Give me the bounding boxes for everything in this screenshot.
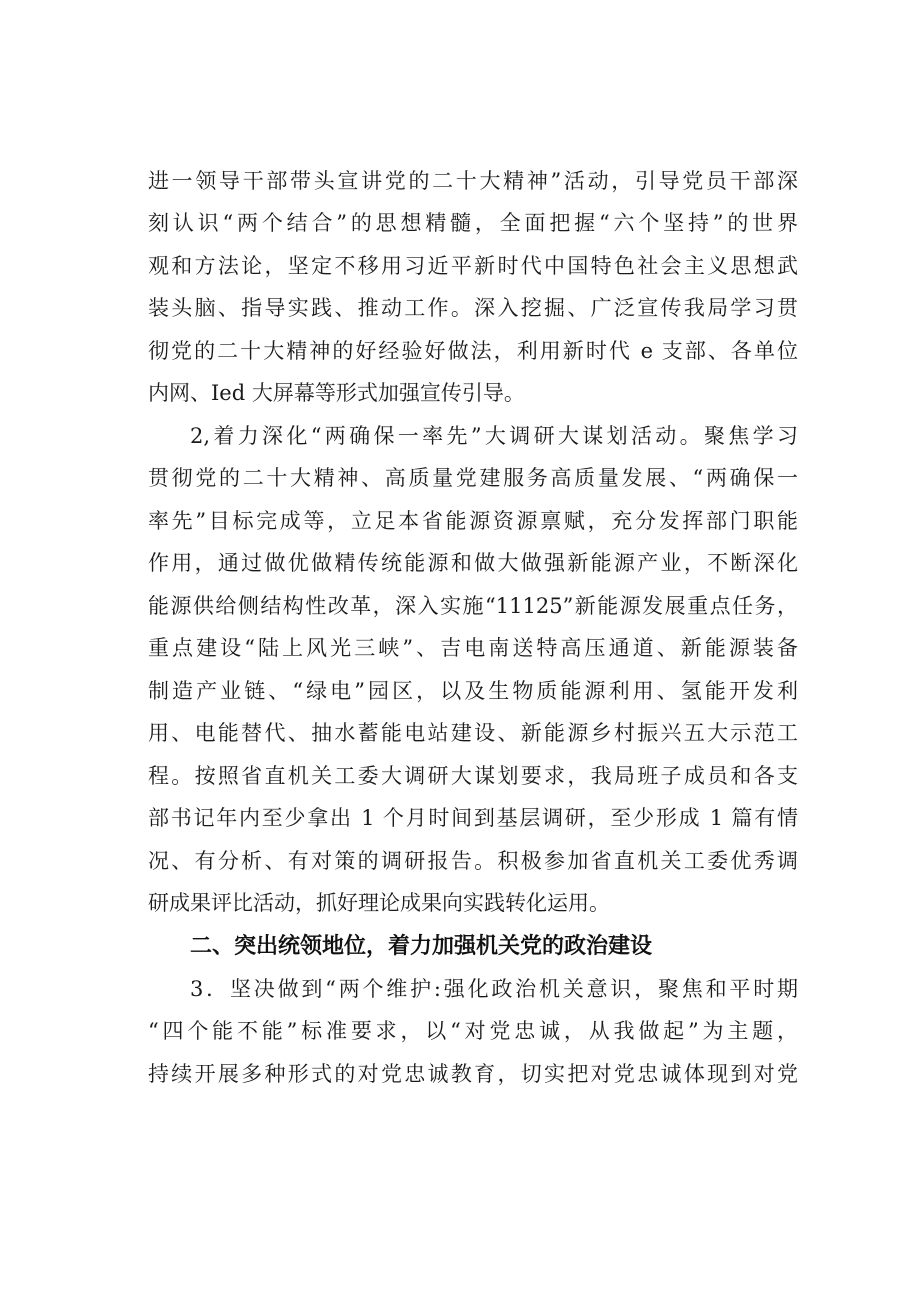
- paragraph-line: 程。按照省直机关工委大调研大谋划要求，我局班子成员和各支: [148, 764, 798, 788]
- paragraph-line-first: 2,着力深化“两确保一率先”大调研大谋划活动。聚焦学习: [190, 424, 798, 448]
- paragraph-line: 贯彻党的二十大精神、高质量党建服务高质量发展、“两确保一: [148, 466, 798, 490]
- paragraph-line: 刻认识“两个结合”的思想精髓，全面把握“六个坚持”的世界: [148, 211, 798, 235]
- paragraph-line-first: 3．坚决做到“两个维护:强化政治机关意识，聚焦和平时期: [190, 977, 798, 1001]
- paragraph-line: 装头脑、指导实践、推动工作。深入挖掘、广泛宣传我局学习贯: [148, 296, 798, 320]
- paragraph-line: 况、有分析、有对策的调研报告。积极参加省直机关工委优秀调: [148, 849, 798, 873]
- paragraph-line-last: 研成果评比活动，抓好理论成果向实践转化运用。: [148, 891, 610, 915]
- paragraph-line: 作用，通过做优做精传统能源和做大做强新能源产业，不断深化: [148, 551, 798, 575]
- paragraph-line: 观和方法论，坚定不移用习近平新时代中国特色社会主义思想武: [148, 254, 798, 278]
- paragraph-line-last: 内网、Ied 大屏幕等形式加强宣传引导。: [148, 381, 525, 405]
- paragraph-line: 彻党的二十大精神的好经验好做法，利用新时代 e 支部、各单位: [148, 339, 798, 363]
- paragraph-line: “四个能不能”标准要求，以“对党忠诚，从我做起”为主题，: [148, 1019, 798, 1043]
- paragraph-line: 制造产业链、“绿电”园区，以及生物质能源利用、氢能开发利: [148, 679, 798, 703]
- section-heading: 二、突出统领地位，着力加强机关党的政治建设: [190, 934, 653, 959]
- paragraph-line: 部书记年内至少拿出 1 个月时间到基层调研，至少形成 1 篇有情: [148, 806, 798, 830]
- paragraph-line: 进一领导干部带头宣讲党的二十大精神”活动，引导党员干部深: [148, 169, 798, 193]
- paragraph-line: 率先”目标完成等，立足本省能源资源禀赋，充分发挥部门职能: [148, 509, 798, 533]
- paragraph-line: 能源供给侧结构性改革，深入实施“11125”新能源发展重点任务，: [148, 594, 798, 618]
- paragraph-line: 重点建设“陆上风光三峡”、吉电南送特高压通道、新能源装备: [148, 636, 798, 660]
- paragraph-line: 用、电能替代、抽水蓄能电站建设、新能源乡村振兴五大示范工: [148, 721, 798, 745]
- paragraph-line: 持续开展多种形式的对党忠诚教育，切实把对党忠诚体现到对党: [148, 1062, 798, 1086]
